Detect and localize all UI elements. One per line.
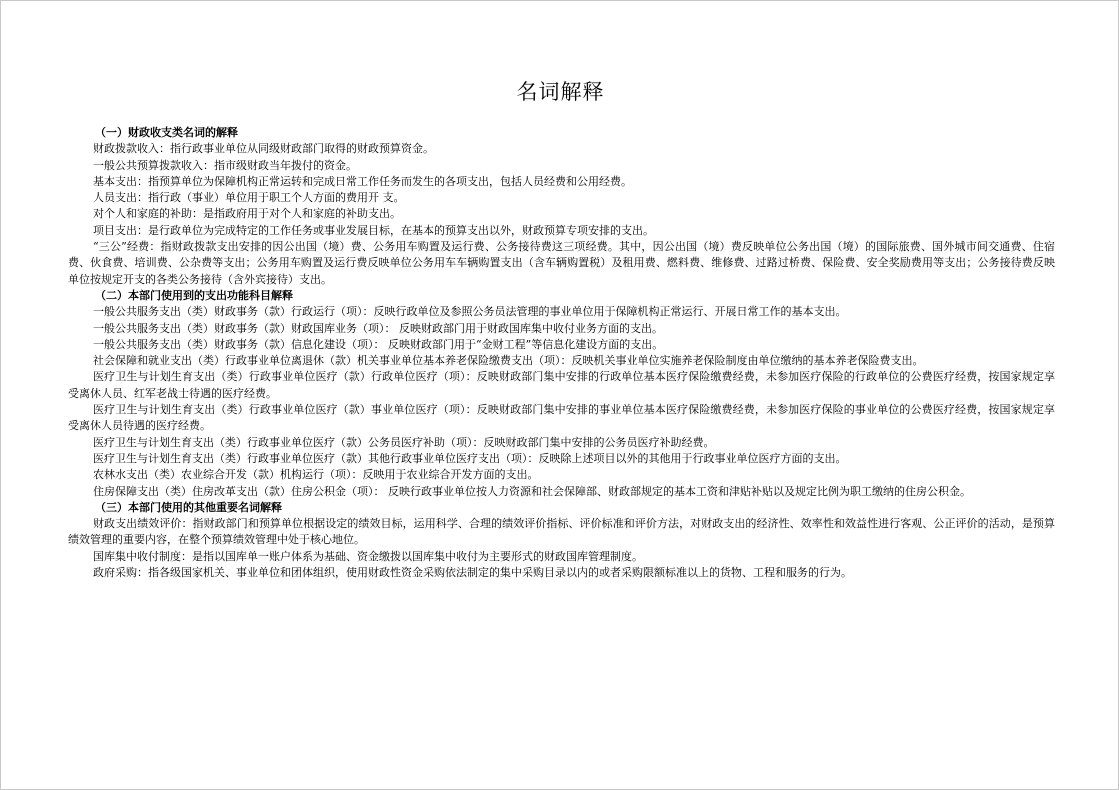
section-heading-1: （一）财政收支类名词的解释 xyxy=(95,126,238,139)
paragraph: 社会保障和就业支出（类）行政事业单位离退休（款）机关事业单位基本养老保险缴费支出（项）：反映机关事业单位实施养老保险制度由单位缴纳的基本养老保险费支出。 xyxy=(93,354,924,368)
paragraph: 国库集中收付制度：是指以国库单一账户体系为基础、资金缴拨以国库集中收付为主要形式的财政国库管理制度。 xyxy=(93,549,643,563)
paragraph: 一般公共服务支出（类）财政事务（款）信息化建设（项）： 反映财政部门用于“金财工程”等信息化建设方面的支出。 xyxy=(93,337,664,351)
section-heading-2: （二）本部门使用到的支出功能科目解释 xyxy=(95,288,293,302)
paragraph: 一般公共服务支出（类）财政事务（款）行政运行（项）：反映行政单位及参照公务员法管理的事业单位用于保障机构正常运行、开展日常工作的基本支出。 xyxy=(93,305,847,319)
paragraph: 一般公共服务支出（类）财政事务（款）财政国库业务（项）： 反映财政部门用于财政国库集中收付业务方面的支出。 xyxy=(93,321,663,335)
paragraph: 医疗卫生与计划生育支出（类）行政事业单位医疗（款）事业单位医疗（项）：反映财政部门集中安排的事业单位基本医疗保险缴费经费，未参加医疗保险的事业单位的公费医疗经费，按国家规定享受离休人员待遇的医疗经费。 xyxy=(68,403,1055,433)
paragraph: 财政拨款收入：指行政事业单位从同级财政部门取得的财政预算资金。 xyxy=(93,142,434,156)
paragraph: 对个人和家庭的补助：是指政府用于对个人和家庭的补助支出。 xyxy=(93,207,401,221)
paragraph: 人员支出：指行政（事业）单位用于职工个人方面的费用开 支。 xyxy=(93,191,405,205)
paragraph: 医疗卫生与计划生育支出（类）行政事业单位医疗（款）其他行政事业单位医疗支出（项）：反映除上述项目以外的其他用于行政事业单位医疗方面的支出。 xyxy=(93,451,847,465)
section-heading-3: （三）本部门使用的其他重要名词解释 xyxy=(95,500,282,514)
paragraph: 基本支出：指预算单位为保障机构正常运转和完成日常工作任务而发生的各项支出，包括人员经费和公用经费。 xyxy=(93,174,632,188)
paragraph: 医疗卫生与计划生育支出（类）行政事业单位医疗（款）公务员医疗补助（项）：反映财政部门集中安排的公务员医疗补助经费。 xyxy=(93,435,715,449)
document-title: 名词解释 xyxy=(516,80,605,104)
paragraph: 医疗卫生与计划生育支出（类）行政事业单位医疗（款）行政单位医疗（项）：反映财政部门集中安排的行政单位基本医疗保险缴费经费，未参加医疗保险的行政单位的公费医疗经费，按国家规定享受离休人员、红军老战士待遇的医疗经费。 xyxy=(68,370,1055,400)
paragraph: 农林水支出（类）农业综合开发（款）机构运行（项）：反映用于农业综合开发方面的支出。 xyxy=(93,468,539,482)
paragraph: 一般公共预算拨款收入：指市级财政当年拨付的资金。 xyxy=(93,158,357,172)
paragraph: 政府采购：指各级国家机关、事业单位和团体组织，使用财政性资金采购依法制定的集中采购目录以内的或者采购限额标准以上的货物、工程和服务的行为。 xyxy=(93,566,852,580)
document-body xyxy=(68,125,1055,581)
paragraph: “三公”经费：指财政拨款支出安排的因公出国（境）费、公务用车购置及运行费、公务接待费这三项经费。其中，因公出国（境）费反映单位公务出国（境）的国际旅费、国外城市间交通费、住宿费、伙食费、培训费、公杂费等支出；公务用车购置及运行费反映单位公务用车车辆购置支出（含车辆购置税）及租用费、燃料费、维修费、过路过桥费、保险费、安全奖励费用等支出；公务接待费反映单位按规定开支的各类公务接待（含外宾接待）支出。 xyxy=(68,240,1055,286)
paragraph: 项目支出：是行政单位为完成特定的工作任务或事业发展目标，在基本的预算支出以外，财政预算专项安排的支出。 xyxy=(93,223,654,237)
paragraph: 财政支出绩效评价：指财政部门和预算单位根据设定的绩效目标，运用科学、合理的绩效评价指标、评价标准和评价方法，对财政支出的经济性、效率性和效益性进行客观、公正评价的活动，是预算绩效管理的重要内容，在整个预算绩效管理中处于核心地位。 xyxy=(68,517,1055,547)
paragraph: 住房保障支出（类）住房改革支出（款）住房公积金（项）： 反映行政事业单位按人力资源和社会保障部、财政部规定的基本工资和津贴补贴以及规定比例为职工缴纳的住房公积金。 xyxy=(93,484,971,498)
